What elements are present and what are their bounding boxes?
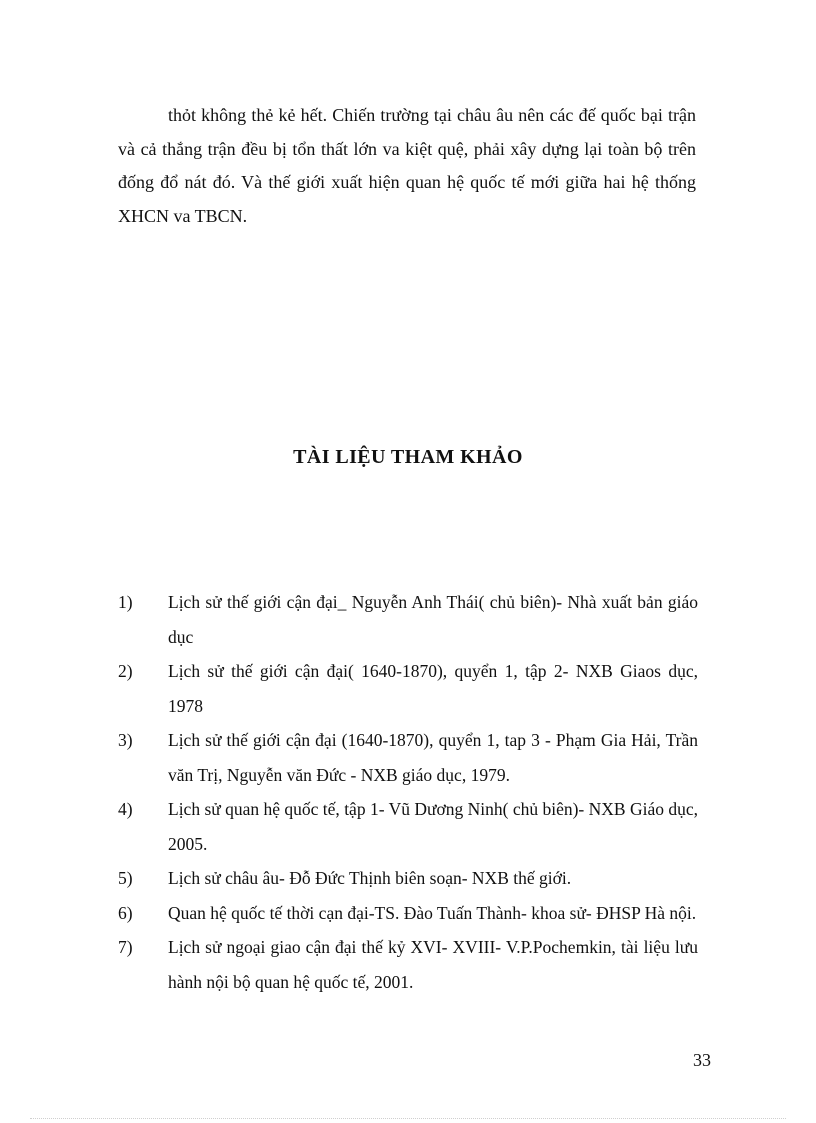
reference-text: Lịch sử châu âu- Đỗ Đức Thịnh biên soạn- NXB thế giới. xyxy=(168,868,572,888)
reference-text: Lịch sử thế giới cận đại_ Nguyễn Anh Thái( chủ biên)- Nhà xuất bản giáo dục xyxy=(168,592,698,647)
reference-item-3 xyxy=(118,723,698,792)
reference-number: 1) xyxy=(118,592,133,612)
reference-text: Quan hệ quốc tế thời cạn đại-TS. Đào Tuấn Thành- khoa sử- ĐHSP Hà nội. xyxy=(168,902,697,923)
reference-text: Lịch sử thế giới cận đại( 1640-1870), quyển 1, tập 2- NXB Giaos dục, 1978 xyxy=(168,661,698,716)
reference-item-5 xyxy=(118,861,698,896)
references-heading: TÀI LIỆU THAM KHẢO xyxy=(293,446,523,468)
reference-number: 5) xyxy=(118,868,133,888)
references-list xyxy=(118,585,698,999)
reference-item-6 xyxy=(118,896,698,931)
reference-number: 3) xyxy=(118,730,133,750)
reference-text: Lịch sử quan hệ quốc tế, tập 1- Vũ Dương Ninh( chủ biên)- NXB Giáo dục, 2005. xyxy=(168,799,698,854)
reference-number: 7) xyxy=(118,937,133,957)
reference-number: 2) xyxy=(118,661,133,681)
reference-item-7 xyxy=(118,930,698,999)
page-bottom-divider xyxy=(30,1118,786,1119)
page-number: 33 xyxy=(693,1050,711,1070)
reference-number: 6) xyxy=(118,902,133,923)
reference-number: 4) xyxy=(118,799,133,819)
reference-item-2 xyxy=(118,654,698,723)
intro-paragraph: thỏt không thẻ kẻ hết. Chiến trường tại châu âu nên các đế quốc bại trận và cả thắng trận đều bị tổn thất lớn va kiệt quệ, phải xây dựng lại toàn bộ trên đống đổ nát đó. Và thế giới xuất hiện quan hệ quốc tế mới giữa hai hệ thống XHCN va TBCN. xyxy=(118,105,696,226)
reference-item-4 xyxy=(118,792,698,861)
reference-text: Lịch sử thế giới cận đại (1640-1870), quyển 1, tap 3 - Phạm Gia Hải, Trần văn Trị, Nguyễn văn Đức - NXB giáo dục, 1979. xyxy=(168,730,698,785)
reference-text: Lịch sử ngoại giao cận đại thế kỷ XVI- XVIII- V.P.Pochemkin, tài liệu lưu hành nội bộ quan hệ quốc tế, 2001. xyxy=(168,937,698,992)
reference-item-1 xyxy=(118,585,698,654)
